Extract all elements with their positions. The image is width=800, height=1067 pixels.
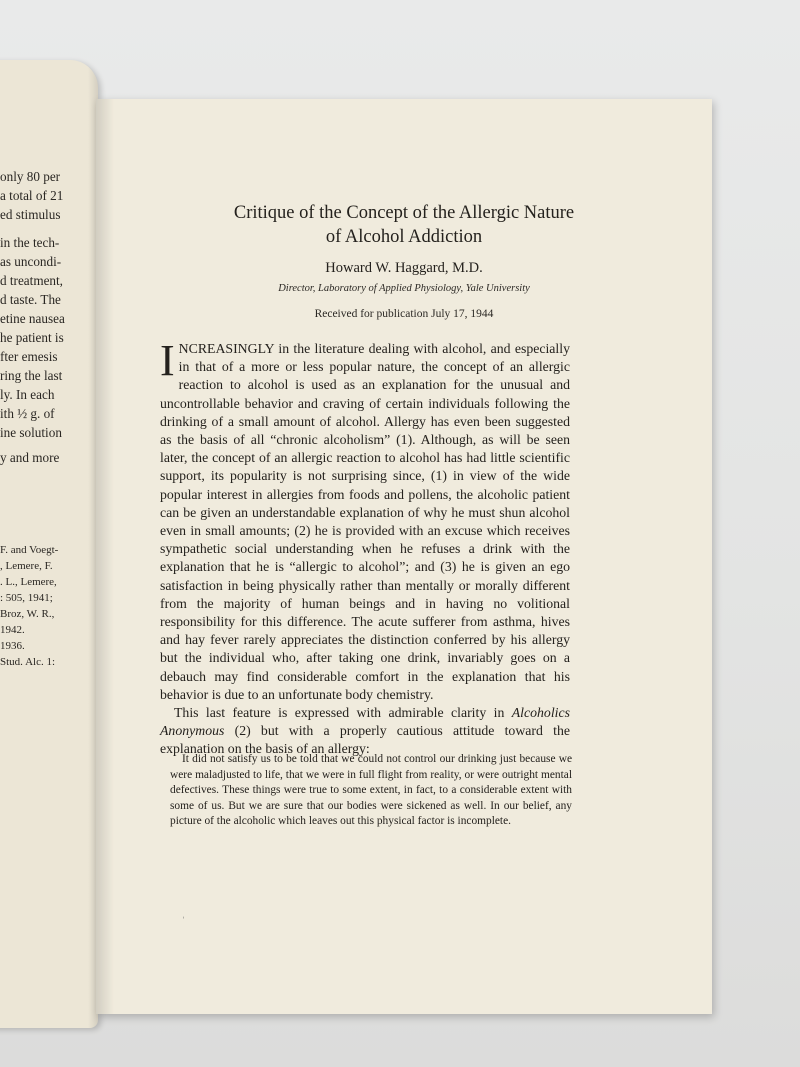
left-text-line: ine solution: [0, 425, 62, 440]
author-name: Howard W. Haggard, M.D.: [325, 260, 483, 276]
left-text-line: ith ½ g. of: [0, 406, 55, 421]
left-footnote-line: Stud. Alc. 1:: [0, 656, 56, 668]
left-footnote-line: 1942.: [0, 624, 25, 636]
left-footnote-line: F. and Voegt-: [0, 544, 59, 556]
left-footnote-line: , Lemere, F.: [0, 560, 53, 572]
block-quote-text: It did not satisfy us to be told that we could not control our drinking just because we were maladjusted to life, that we were in full flight from reality, or were outright mental defectives. These things were true to some extent, in fact, to a considerable extent with some of us. But we are sure that our bodies were sickened as well. In our belief, any picture of the alcoholic which leaves out this physical factor is incomplete.: [170, 753, 572, 828]
book-title: Alcoholics Anonymous: [160, 705, 570, 739]
left-text-line: he patient is: [0, 330, 64, 345]
left-text-line: d taste. The: [0, 292, 61, 307]
left-footnote-line: Broz, W. R.,: [0, 608, 55, 620]
spine-shadow: [96, 99, 114, 1014]
left-text-line: ring the last: [0, 368, 63, 383]
left-text-line: d treatment,: [0, 273, 63, 288]
left-text-line: ly. In each: [0, 387, 55, 402]
title-line-1: Critique of the Concept of the Allergic Nature: [233, 203, 575, 223]
right-page: [96, 99, 712, 1014]
title-line-2: of Alcohol Addiction: [325, 227, 483, 247]
block-quote: [170, 752, 572, 830]
left-page: [0, 60, 98, 1028]
left-footnote-line: 1936.: [0, 640, 25, 652]
left-page-text: [0, 60, 96, 1028]
paragraph-2: [160, 704, 570, 759]
received-date: Received for publication July 17, 1944: [314, 308, 494, 320]
paragraph-2-text-b: (2) but with a properly cautious attitude toward the explanation on the basis of an allergy:: [160, 723, 570, 757]
article-title: [136, 201, 672, 249]
paragraph-1: [160, 336, 570, 704]
left-text-line: a total of 21: [0, 188, 64, 203]
article-body: [160, 336, 570, 759]
paragraph-1-text: NCREASINGLY in the literature dealing with alcohol, and especially in that of a more or less popular nature, the concept of an allergic reaction to alcohol is used as an explanation for the unusual and uncontrollable behavior and craving of certain individuals following the drinking of a small amount of alcohol. Allergy has even been suggested as the basis of all “chronic alcoholism” (1). Although, as will be seen later, the concept of an allergic reaction to alcohol has had little scientific support, its popularity is not surprising since, (1) in view of the wide popular interest in allergies from foods and pollens, the alcoholic patient can be given an understandable explanation of why he must shun alcohol even in small amounts; (2) he is provided with an excuse which receives sympathetic social understanding when he refuses a drink with the explanation that he is “allergic to alcohol”; and (3) he is given an ego satisfaction in being physically rather than mentally or morally different from the majority of human beings and in having no volitional responsibility for this difference. The acute sufferer from asthma, hives and hay fever rarely appreciates the distinction conferred by his allergy but the individual who, after taking one drink, invariably goes on a debauch may find considerable comfort in the explanation that his behavior is due to an unfortunate body chemistry.: [160, 341, 570, 702]
paragraph-2-text-a: This last feature is expressed with admirable clarity in: [174, 705, 512, 721]
left-text-line: fter emesis: [0, 349, 58, 364]
left-text-line: ed stimulus: [0, 207, 61, 222]
author-affiliation: Director, Laboratory of Applied Physiology, Yale University: [278, 283, 530, 294]
left-text-line: only 80 per: [0, 169, 61, 184]
left-text-line: in the tech-: [0, 235, 60, 250]
drop-cap: I: [160, 336, 175, 385]
left-text-line: y and more: [0, 450, 60, 465]
page-speck: ˒: [182, 911, 185, 921]
left-footnote-line: : 505, 1941;: [0, 592, 53, 604]
left-text-line: as uncondi-: [0, 254, 62, 269]
left-footnote-line: . L., Lemere,: [0, 576, 57, 588]
left-text-line: etine nausea: [0, 311, 65, 326]
